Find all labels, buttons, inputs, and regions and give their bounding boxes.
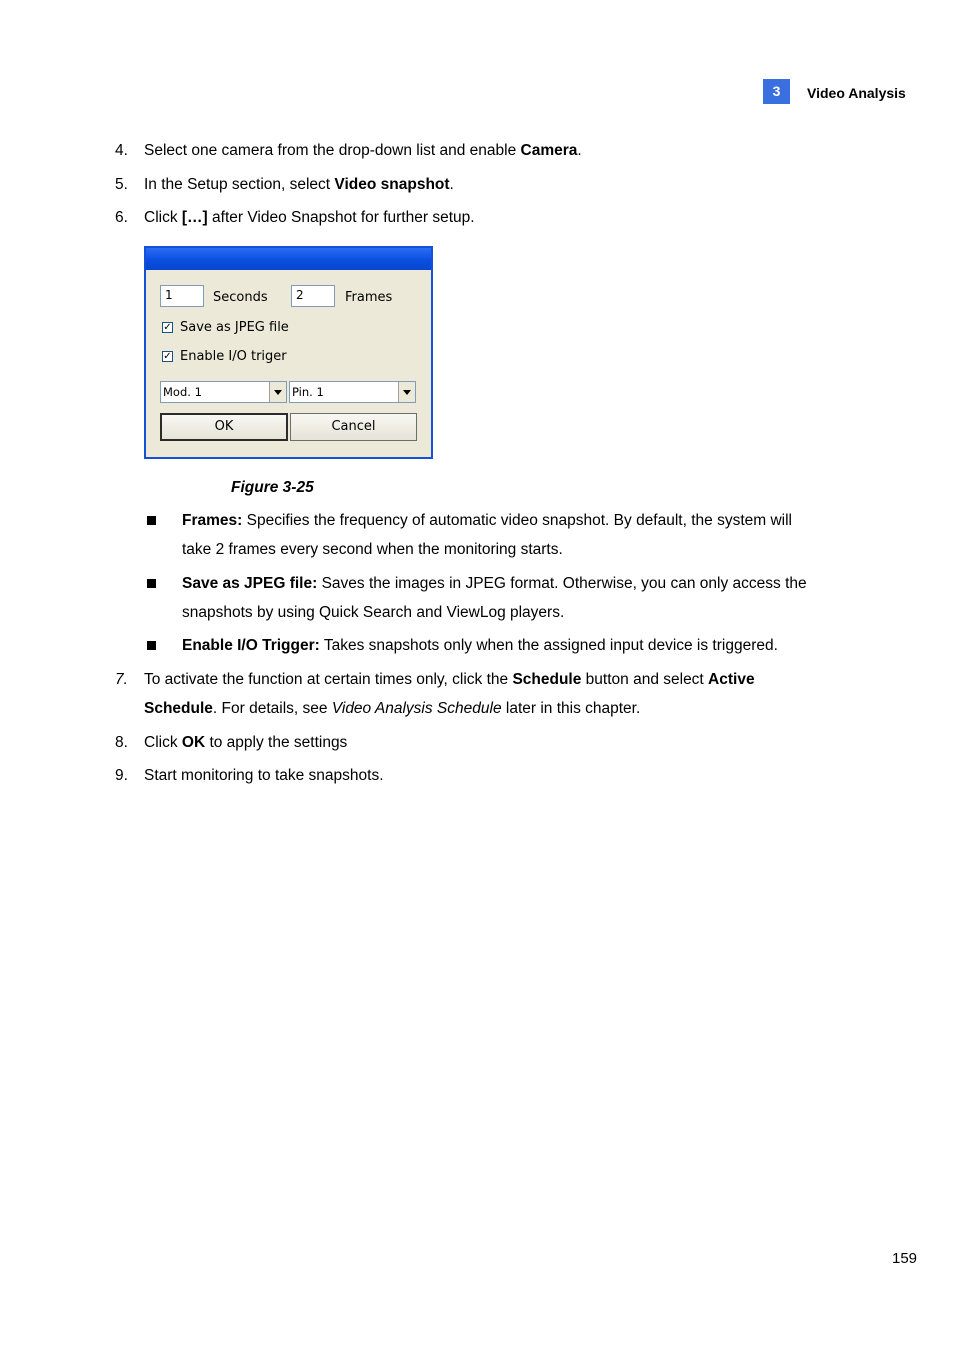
module-select-value: Mod. 1	[163, 385, 202, 399]
cancel-button[interactable]: Cancel	[290, 413, 417, 441]
chevron-down-icon[interactable]	[398, 382, 415, 402]
step-number: 5.	[115, 176, 128, 193]
frames-label: Frames	[345, 290, 393, 305]
step-number: 7.	[115, 671, 128, 688]
figure-caption: Figure 3-25	[231, 479, 314, 496]
bullet-text-continued: snapshots by using Quick Search and ViewLog players.	[182, 604, 565, 621]
step-text: To activate the function at certain times only, click the Schedule button and select Active	[144, 671, 755, 688]
frames-input[interactable]: 2	[291, 285, 335, 307]
square-bullet-icon	[147, 579, 156, 588]
save-jpeg-label: Save as JPEG file	[180, 320, 289, 335]
enable-io-checkbox[interactable]: ✓	[163, 351, 172, 362]
seconds-label: Seconds	[213, 290, 268, 305]
step-number: 4.	[115, 142, 128, 159]
step-text: Click […] after Video Snapshot for further setup.	[144, 209, 475, 226]
save-jpeg-checkbox[interactable]: ✓	[163, 322, 172, 333]
video-snapshot-dialog	[144, 246, 433, 459]
square-bullet-icon	[147, 516, 156, 525]
pin-select-value: Pin. 1	[292, 385, 324, 399]
step-number: 9.	[115, 767, 128, 784]
step-text: Select one camera from the drop-down list and enable Camera.	[144, 142, 582, 159]
enable-io-label: Enable I/O triger	[180, 349, 287, 364]
bullet-text-continued: take 2 frames every second when the monitoring starts.	[182, 541, 563, 558]
step-number: 8.	[115, 734, 128, 751]
bullet-text: Save as JPEG file: Saves the images in JPEG format. Otherwise, you can only access the	[182, 575, 807, 592]
bullet-text: Frames: Specifies the frequency of automatic video snapshot. By default, the system will	[182, 512, 792, 529]
square-bullet-icon	[147, 641, 156, 650]
ok-button[interactable]: OK	[160, 413, 288, 441]
module-select[interactable]	[160, 381, 287, 403]
chevron-down-icon[interactable]	[269, 382, 286, 402]
page-number: 159	[892, 1250, 918, 1267]
step-text-continued: Schedule. For details, see Video Analysis Schedule later in this chapter.	[144, 700, 641, 717]
chapter-title: Video Analysis	[807, 85, 906, 101]
dialog-titlebar[interactable]	[146, 248, 431, 270]
bullet-text: Enable I/O Trigger: Takes snapshots only when the assigned input device is triggered.	[182, 637, 778, 654]
step-number: 6.	[115, 209, 128, 226]
step-text: Click OK to apply the settings	[144, 734, 348, 751]
seconds-input[interactable]: 1	[160, 285, 204, 307]
step-text: Start monitoring to take snapshots.	[144, 767, 384, 784]
step-text: In the Setup section, select Video snapshot.	[144, 176, 454, 193]
chapter-number-badge: 3	[763, 79, 790, 104]
pin-select[interactable]	[289, 381, 416, 403]
